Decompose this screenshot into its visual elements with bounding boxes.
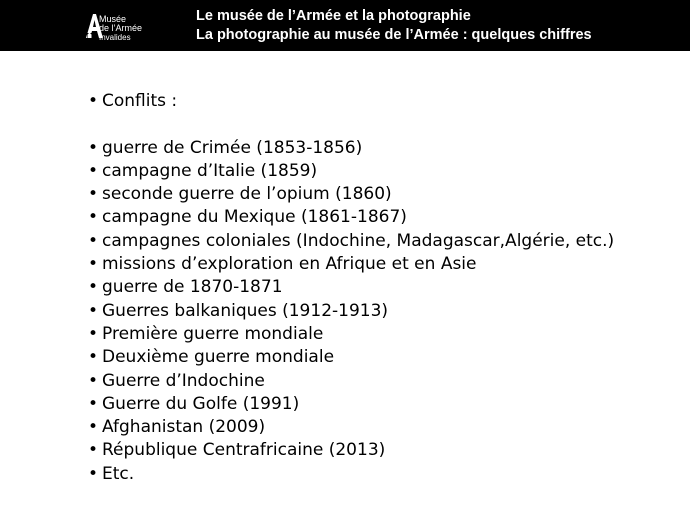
- bullet: •: [88, 370, 99, 391]
- page-subtitle: La photographie au musée de l’Armée : quelques chiffres: [196, 27, 592, 43]
- bullet: •: [88, 91, 99, 111]
- list-item: [88, 439, 678, 462]
- list-item-text: Afghanistan (2009): [102, 417, 266, 438]
- list-item: [88, 463, 678, 486]
- list-item: [88, 346, 678, 369]
- bullet: •: [88, 300, 99, 321]
- list-item-text: campagne du Mexique (1861-1867): [102, 207, 407, 228]
- list-item-text: Deuxième guerre mondiale: [102, 347, 335, 368]
- logo-line-2: de l’Armée: [99, 23, 143, 33]
- bullet: •: [88, 323, 99, 344]
- list-item-text: guerre de Crimée (1853-1856): [102, 137, 363, 158]
- bullet: •: [88, 160, 99, 181]
- logo-line-3: Invalides: [99, 33, 131, 42]
- bullet: •: [88, 277, 99, 298]
- list-item: [88, 276, 678, 299]
- page-title: Le musée de l’Armée et la photographie: [196, 8, 471, 24]
- list-item-text: guerre de 1870-1871: [102, 277, 283, 298]
- list-item-text: seconde guerre de l’opium (1860): [102, 184, 392, 205]
- bullet: •: [88, 230, 99, 251]
- list-item-text: Guerre d’Indochine: [102, 370, 265, 391]
- list-item: [88, 137, 678, 160]
- list-item-text: campagnes coloniales (Indochine, Madagascar,Algérie, etc.): [102, 230, 615, 251]
- bullet: •: [88, 463, 99, 484]
- list-item: [88, 230, 678, 253]
- bullet: •: [88, 137, 99, 158]
- logo-line-1: Musée: [99, 14, 127, 24]
- bullet: •: [88, 440, 99, 461]
- list-item: [88, 160, 678, 183]
- list-item-text: campagne d’Italie (1859): [102, 160, 318, 181]
- header-titles: [196, 7, 592, 45]
- museum-logo: [84, 12, 164, 42]
- list-item: [88, 183, 678, 206]
- list-item-text: missions d’exploration en Afrique et en Asie: [102, 254, 477, 275]
- list-item: [88, 416, 678, 439]
- list-item: [88, 300, 678, 323]
- list-item-text: République Centrafricaine (2013): [102, 440, 386, 461]
- heading-text: Conflits :: [102, 91, 178, 111]
- list-item-text: Première guerre mondiale: [102, 323, 324, 344]
- list-item: [88, 206, 678, 229]
- bullet: •: [88, 417, 99, 438]
- list-item: [88, 393, 678, 416]
- header-bar: [0, 0, 690, 51]
- bullet: •: [88, 254, 99, 275]
- spacer: [88, 113, 678, 136]
- list-item-text: Guerres balkaniques (1912-1913): [102, 300, 389, 321]
- bullet: •: [88, 347, 99, 368]
- list-item: [88, 370, 678, 393]
- list-item-text: Guerre du Golfe (1991): [102, 393, 300, 414]
- bullet: •: [88, 184, 99, 205]
- list-heading: [88, 90, 678, 113]
- list-item: [88, 253, 678, 276]
- list-item-text: Etc.: [102, 463, 135, 484]
- logo-text: [99, 15, 142, 42]
- list-item: [88, 323, 678, 346]
- bullet: •: [88, 207, 99, 228]
- bullet: •: [88, 393, 99, 414]
- slide-content: [88, 90, 678, 486]
